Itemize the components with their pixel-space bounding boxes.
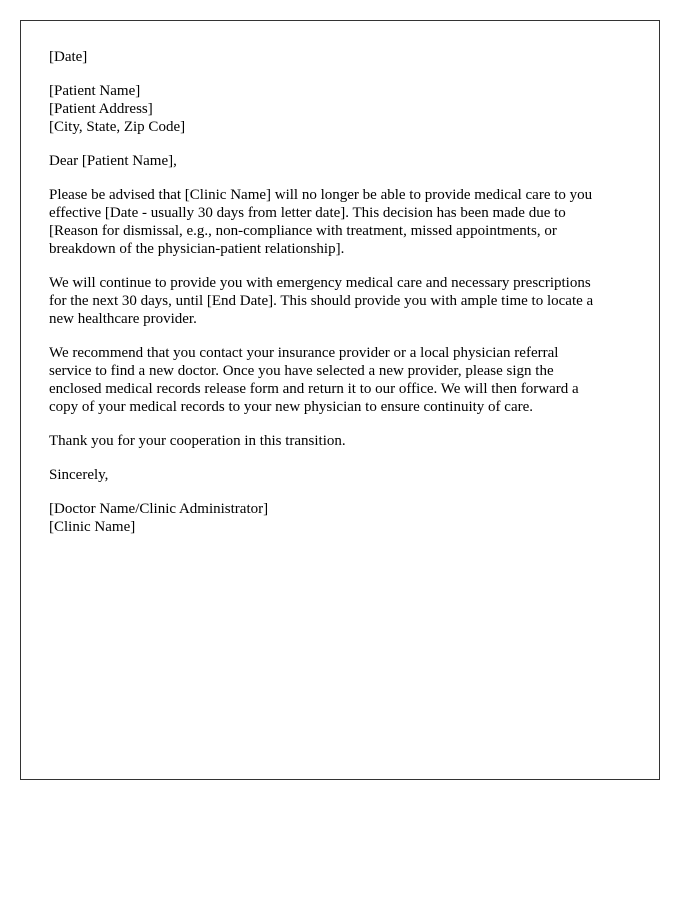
closing bbox=[49, 466, 631, 484]
paragraph-line: We recommend that you contact your insurance provider or a local physician referral bbox=[49, 345, 559, 361]
paragraph-line: new healthcare provider. bbox=[49, 311, 197, 327]
signatory-name: [Doctor Name/Clinic Administrator] bbox=[49, 501, 269, 517]
paragraph-line: Please be advised that [Clinic Name] will no longer be able to provide medical care to you bbox=[49, 187, 593, 203]
salutation bbox=[49, 152, 631, 170]
paragraph-dismissal-notice bbox=[49, 186, 631, 258]
date-text: [Date] bbox=[49, 49, 88, 65]
closing-text: Sincerely, bbox=[49, 467, 109, 483]
paragraph-line: enclosed medical records release form and return it to our office. We will then forward a bbox=[49, 381, 579, 397]
paragraph-line: effective [Date - usually 30 days from letter date]. This decision has been made due to bbox=[49, 205, 566, 221]
paragraph-line: service to find a new doctor. Once you have selected a new provider, please sign the bbox=[49, 363, 554, 379]
signature-block bbox=[49, 500, 631, 536]
recipient-city-state-zip: [City, State, Zip Code] bbox=[49, 119, 186, 135]
signatory-clinic: [Clinic Name] bbox=[49, 519, 136, 535]
recipient-address: [Patient Address] bbox=[49, 101, 153, 117]
letter-page bbox=[20, 20, 660, 780]
paragraph-thanks bbox=[49, 432, 631, 450]
paragraph-line: Thank you for your cooperation in this transition. bbox=[49, 433, 346, 449]
paragraph-line: breakdown of the physician-patient relationship]. bbox=[49, 241, 345, 257]
paragraph-line: We will continue to provide you with emergency medical care and necessary prescriptions bbox=[49, 275, 591, 291]
recipient-name: [Patient Name] bbox=[49, 83, 141, 99]
salutation-text: Dear [Patient Name], bbox=[49, 153, 177, 169]
paragraph-line: [Reason for dismissal, e.g., non-compliance with treatment, missed appointments, or bbox=[49, 223, 557, 239]
paragraph-line: copy of your medical records to your new physician to ensure continuity of care. bbox=[49, 399, 534, 415]
paragraph-recommendation bbox=[49, 344, 631, 416]
letter-date bbox=[49, 48, 631, 66]
recipient-address-block bbox=[49, 82, 631, 136]
paragraph-line: for the next 30 days, until [End Date]. This should provide you with ample time to locate a bbox=[49, 293, 594, 309]
paragraph-continued-care bbox=[49, 274, 631, 328]
